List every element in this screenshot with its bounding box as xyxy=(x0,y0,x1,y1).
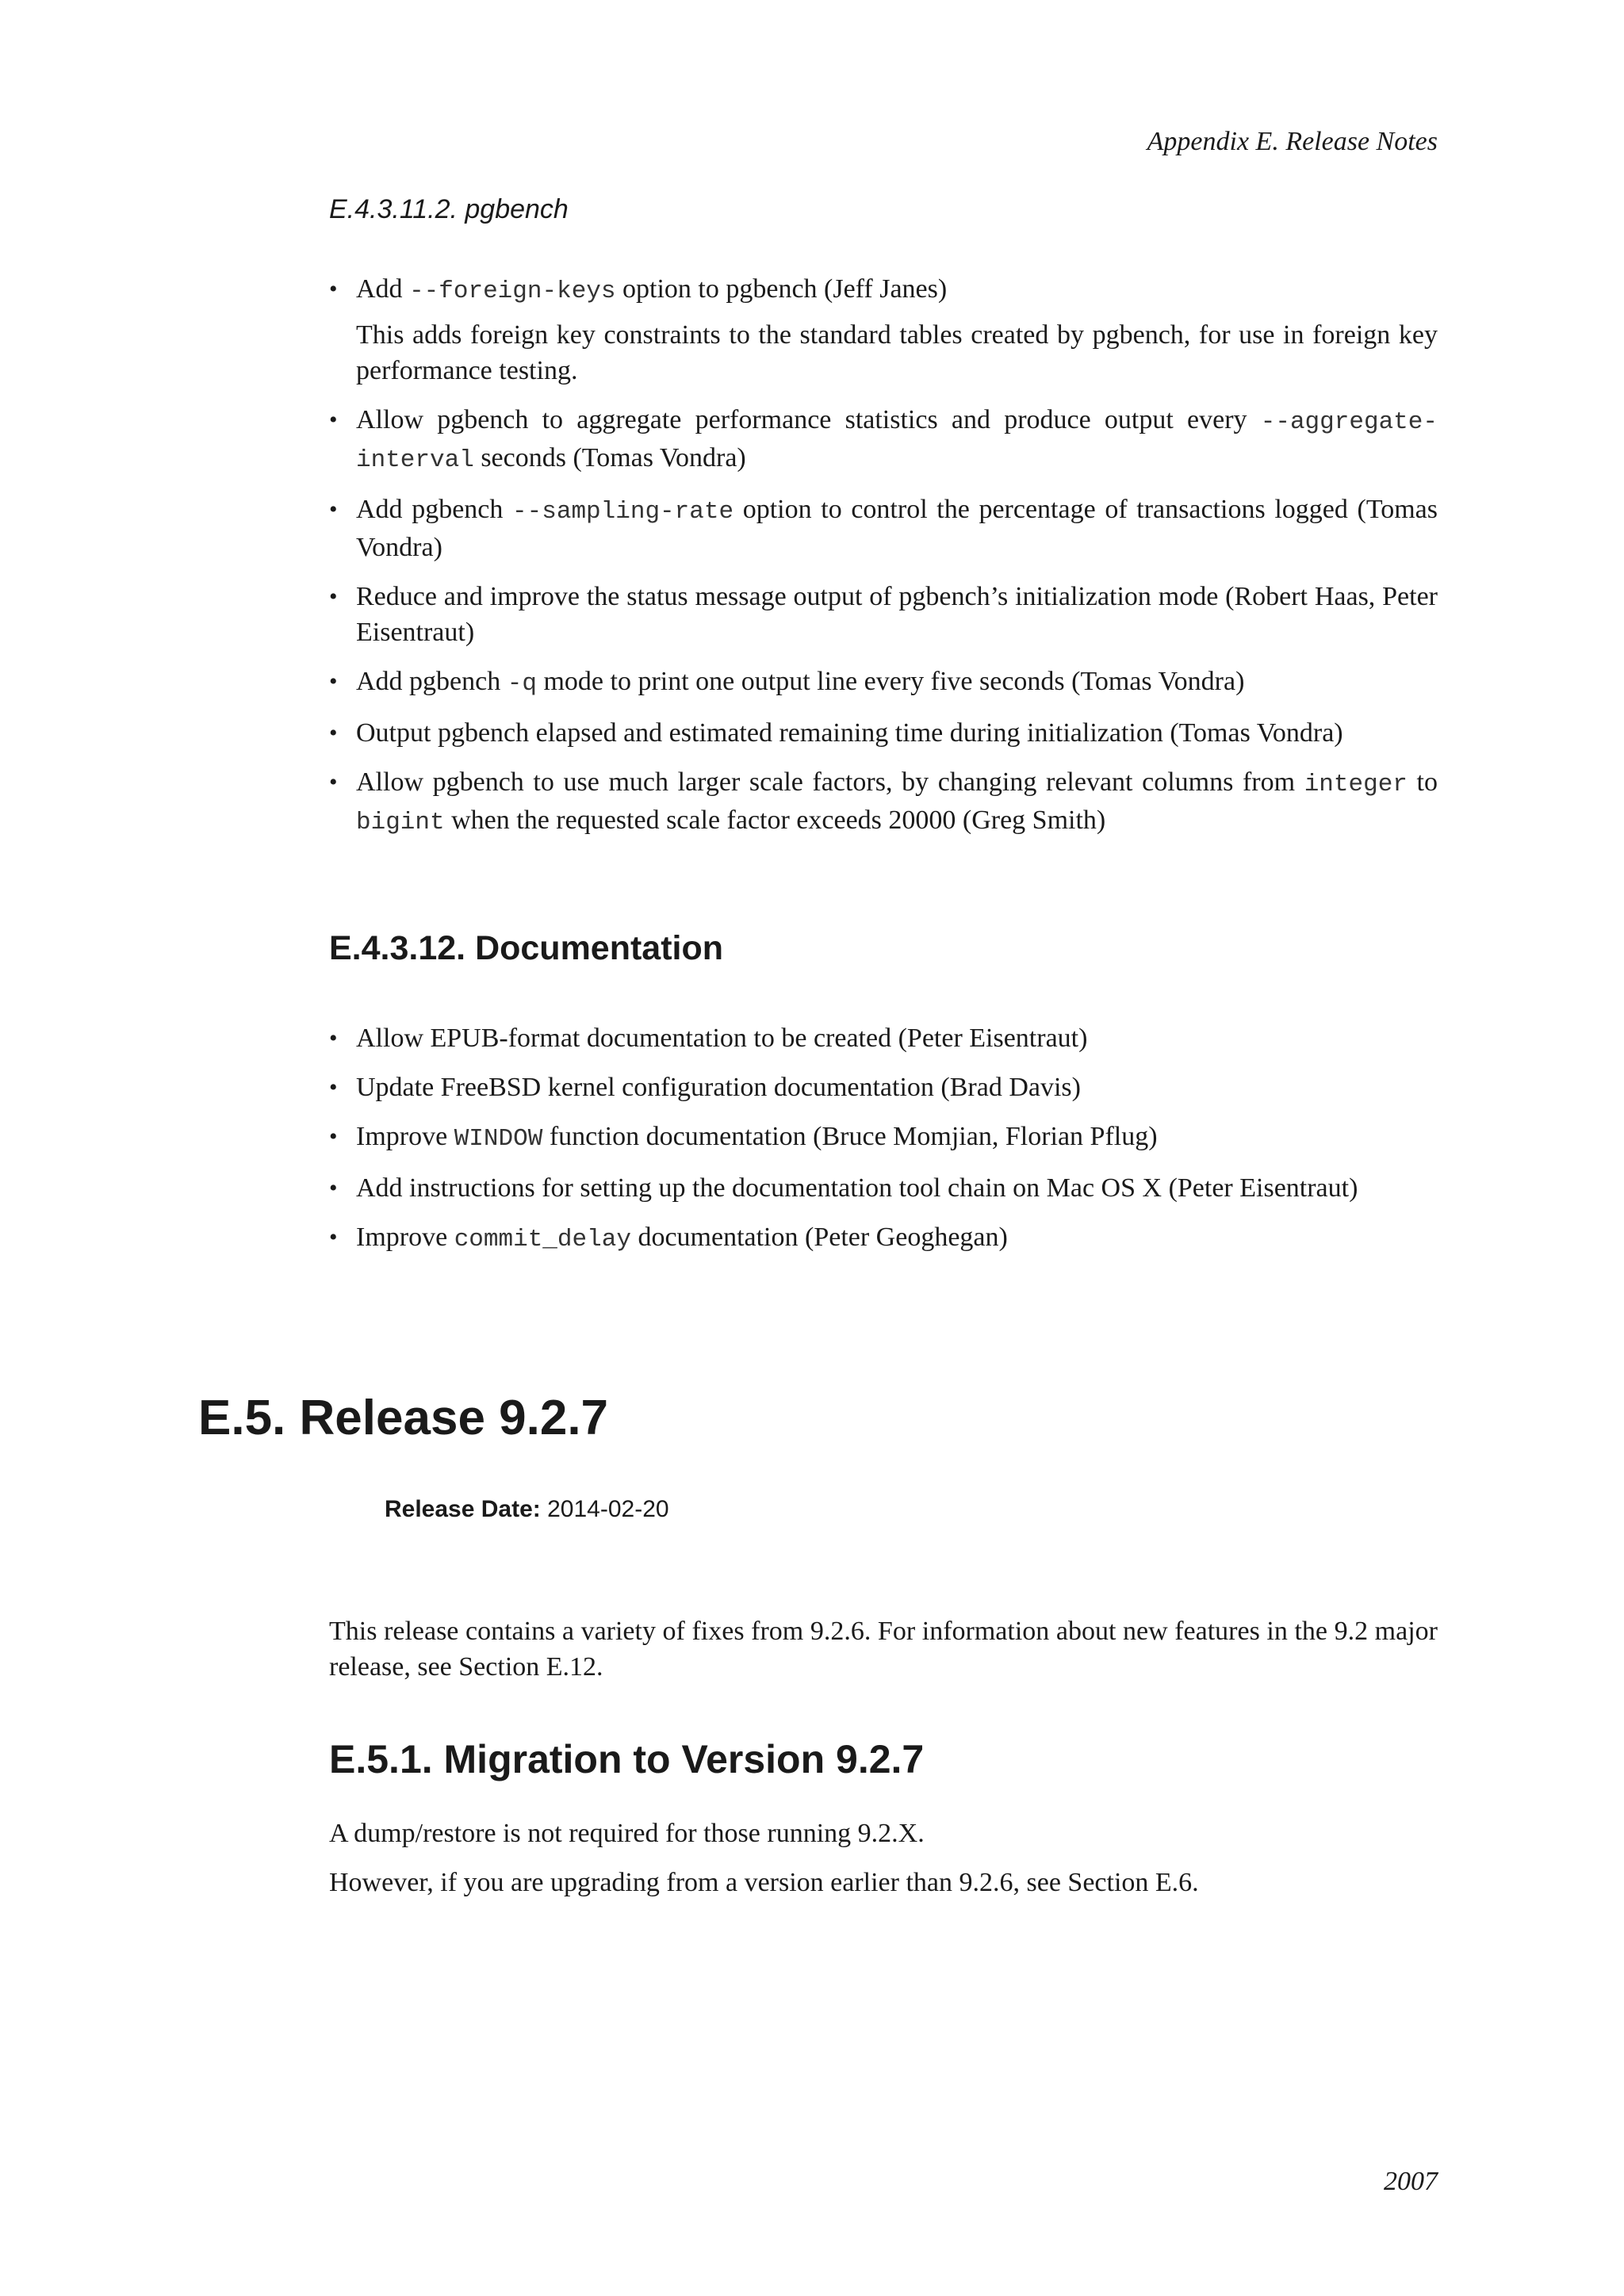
item-description: This adds foreign key constraints to the standard tables created by pgbench, for use in foreign key performance testing. xyxy=(356,320,1438,385)
bullet-icon: • xyxy=(329,584,338,610)
code-sampling-rate: --sampling-rate xyxy=(512,498,734,526)
list-item: • Add --foreign-keys option to pgbench (Jeff Janes) This adds foreign key constraints to the standard tables created by pgbench, for use in foreign key performance testing. xyxy=(329,271,1438,388)
bullet-icon: • xyxy=(329,720,338,746)
release-date xyxy=(385,1496,669,1523)
page-number: 2007 xyxy=(1384,2167,1438,2196)
list-item: • Add pgbench --sampling-rate option to control the percentage of transactions logged (Tomas Vondra) xyxy=(329,492,1438,565)
list-item: • Allow EPUB-format documentation to be created (Peter Eisentraut) xyxy=(329,1020,1438,1056)
migration-para-2: However, if you are upgrading from a version earlier than 9.2.6, see Section E.6. xyxy=(329,1868,1199,1897)
code-aggregate-interval: --aggregate-interval xyxy=(356,408,1438,474)
migration-heading: E.5.1. Migration to Version 9.2.7 xyxy=(329,1737,925,1781)
running-header: Appendix E. Release Notes xyxy=(1147,127,1438,156)
code-commit-delay: commit_delay xyxy=(454,1226,631,1253)
list-item: • Add instructions for setting up the documentation tool chain on Mac OS X (Peter Eisentraut) xyxy=(329,1170,1438,1206)
list-item: • Reduce and improve the status message output of pgbench’s initialization mode (Robert Haas, Peter Eisentraut) xyxy=(329,579,1438,650)
bullet-icon: • xyxy=(329,1074,338,1100)
release-date-label: Release Date: xyxy=(385,1496,541,1522)
list-item: • Improve commit_delay documentation (Peter Geoghegan) xyxy=(329,1219,1438,1257)
code-window: WINDOW xyxy=(454,1125,543,1153)
bullet-icon: • xyxy=(329,496,338,522)
code-foreign-keys: --foreign-keys xyxy=(409,277,616,305)
code-integer: integer xyxy=(1304,771,1408,798)
code-q: -q xyxy=(507,670,537,698)
code-bigint: bigint xyxy=(356,809,445,836)
list-item: • Add pgbench -q mode to print one output line every five seconds (Tomas Vondra) xyxy=(329,664,1438,702)
bullet-icon: • xyxy=(329,1175,338,1201)
documentation-list xyxy=(329,1020,1438,1271)
bullet-icon: • xyxy=(329,769,338,795)
documentation-heading: E.4.3.12. Documentation xyxy=(329,929,724,967)
bullet-icon: • xyxy=(329,668,338,695)
list-item: • Allow pgbench to aggregate performance statistics and produce output every --aggregate-interval seconds (Tomas Vondra) xyxy=(329,402,1438,478)
pgbench-list xyxy=(329,271,1438,854)
bullet-icon: • xyxy=(329,407,338,433)
bullet-icon: • xyxy=(329,1123,338,1150)
pgbench-heading: E.4.3.11.2. pgbench xyxy=(329,194,569,224)
list-item: • Improve WINDOW function documentation (Bruce Momjian, Florian Pflug) xyxy=(329,1119,1438,1157)
list-item: • Allow pgbench to use much larger scale factors, by changing relevant columns from integer to bigint when the requested scale factor exceeds 20000 (Greg Smith) xyxy=(329,764,1438,840)
list-item: • Update FreeBSD kernel configuration documentation (Brad Davis) xyxy=(329,1070,1438,1105)
release-date-value: 2014-02-20 xyxy=(547,1496,669,1522)
release-intro: This release contains a variety of fixes from 9.2.6. For information about new features in the 9.2 major release, see Section E.12. xyxy=(329,1617,1438,1682)
list-item: • Output pgbench elapsed and estimated remaining time during initialization (Tomas Vondra) xyxy=(329,715,1438,751)
release-heading: E.5. Release 9.2.7 xyxy=(198,1391,609,1445)
migration-para-1: A dump/restore is not required for those running 9.2.X. xyxy=(329,1819,925,1848)
bullet-icon: • xyxy=(329,276,338,302)
bullet-icon: • xyxy=(329,1224,338,1250)
bullet-icon: • xyxy=(329,1025,338,1051)
